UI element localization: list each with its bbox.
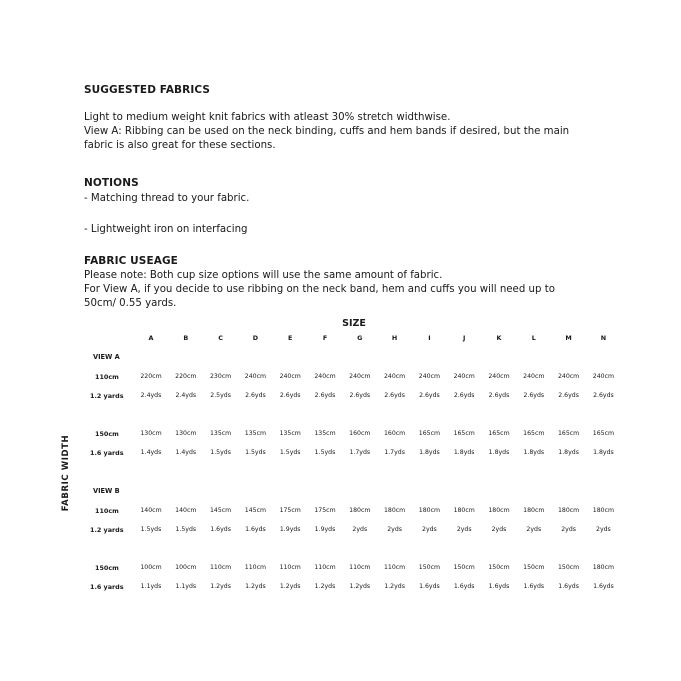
table-cell-yards: 1.1yds xyxy=(140,583,162,590)
table-cell-yards: 1.6yds xyxy=(245,526,266,533)
table-cell-yards: 2yds xyxy=(387,526,402,533)
table-cell-yards: 1.6yds xyxy=(558,583,579,590)
table-cell-yards: 2.6yds xyxy=(314,392,336,399)
fabric-usage-title: FABRIC USEAGE xyxy=(84,255,178,267)
table-cell-yards: 1.8yds xyxy=(488,449,510,456)
table-cell-cm: 175cm xyxy=(314,507,336,514)
width-label-cm: 110cm xyxy=(95,507,119,515)
table-cell-yards: 2.5yds xyxy=(210,392,231,399)
table-cell-yards: 2.6yds xyxy=(419,392,440,399)
table-cell-cm: 145cm xyxy=(244,507,267,514)
table-cell-yards: 1.7yds xyxy=(384,449,405,456)
table-cell-yards: 2.6yds xyxy=(279,392,301,399)
usage-line-1: Please note: Both cup size options will use the same amount of fabric. xyxy=(84,270,443,281)
table-cell-yards: 1.5yds xyxy=(210,449,231,456)
table-cell-yards: 1.6yds xyxy=(210,526,231,533)
table-cell-yards: 2.6yds xyxy=(523,392,545,399)
table-cell-cm: 135cm xyxy=(209,430,232,437)
table-cell-cm: 150cm xyxy=(488,564,510,571)
table-cell-yards: 1.6yds xyxy=(488,583,510,590)
table-cell-cm: 240cm xyxy=(557,373,580,380)
size-header-k: K xyxy=(496,334,502,342)
table-cell-cm: 150cm xyxy=(418,564,441,571)
table-cell-yards: 1.6yds xyxy=(453,583,475,590)
table-cell-cm: 180cm xyxy=(523,507,545,514)
suggested-fabrics-title: SUGGESTED FABRICS xyxy=(84,84,211,96)
table-cell-cm: 165cm xyxy=(592,430,615,437)
table-cell-yards: 2.6yds xyxy=(245,392,266,399)
size-header-f: F xyxy=(322,334,328,342)
table-cell-cm: 180cm xyxy=(349,507,371,514)
table-cell-cm: 100cm xyxy=(175,564,197,571)
table-cell-yards: 1.8yds xyxy=(453,449,475,456)
table-cell-cm: 160cm xyxy=(383,430,406,437)
table-cell-cm: 110cm xyxy=(383,564,406,571)
width-label-cm: 150cm xyxy=(95,430,119,438)
width-label-yards: 1.2 yards xyxy=(90,392,124,400)
size-header-h: H xyxy=(391,334,398,342)
table-cell-yards: 1.8yds xyxy=(523,449,545,456)
table-cell-yards: 1.5yds xyxy=(175,526,197,533)
table-cell-cm: 240cm xyxy=(349,373,371,380)
table-cell-yards: 2.6yds xyxy=(349,392,371,399)
table-cell-yards: 2yds xyxy=(352,526,368,533)
table-cell-yards: 1.7yds xyxy=(349,449,371,456)
table-cell-cm: 130cm xyxy=(175,430,197,437)
table-cell-cm: 220cm xyxy=(140,373,162,380)
table-cell-yards: 2yds xyxy=(561,526,576,533)
table-cell-yards: 1.2yds xyxy=(314,583,336,590)
table-cell-cm: 240cm xyxy=(523,373,545,380)
table-cell-yards: 1.1yds xyxy=(175,583,197,590)
table-cell-yards: 1.4yds xyxy=(140,449,162,456)
table-cell-yards: 2.6yds xyxy=(558,392,579,399)
table-cell-yards: 1.6yds xyxy=(593,583,614,590)
width-label-yards: 1.6 yards xyxy=(90,583,124,591)
size-header-m: M xyxy=(565,334,572,342)
table-cell-cm: 110cm xyxy=(349,564,371,571)
usage-line-3: 50cm/ 0.55 yards. xyxy=(84,298,177,309)
notions-title: NOTIONS xyxy=(84,177,139,189)
width-label-cm: 110cm xyxy=(95,373,119,381)
table-cell-yards: 2yds xyxy=(456,526,472,533)
table-cell-yards: 1.5yds xyxy=(279,449,301,456)
table-cell-cm: 130cm xyxy=(140,430,162,437)
table-cell-yards: 2yds xyxy=(422,526,437,533)
size-header-j: J xyxy=(462,334,466,342)
table-cell-cm: 110cm xyxy=(244,564,267,571)
table-cell-cm: 240cm xyxy=(418,373,441,380)
table-cell-cm: 110cm xyxy=(279,564,301,571)
table-cell-cm: 230cm xyxy=(209,373,232,380)
table-cell-cm: 165cm xyxy=(557,430,580,437)
table-cell-yards: 2.6yds xyxy=(593,392,614,399)
width-label-yards: 1.2 yards xyxy=(90,526,124,534)
table-cell-cm: 240cm xyxy=(279,373,301,380)
size-header-l: L xyxy=(531,334,536,342)
table-cell-yards: 2yds xyxy=(596,526,611,533)
fabric-width-label: FABRIC WIDTH xyxy=(61,434,71,512)
table-cell-cm: 180cm xyxy=(383,507,406,514)
table-cell-cm: 165cm xyxy=(453,430,475,437)
fabrics-line-2: View A: Ribbing can be used on the neck binding, cuffs and hem bands if desired, but the main xyxy=(84,126,570,137)
table-cell-cm: 150cm xyxy=(557,564,580,571)
size-header-b: B xyxy=(183,334,189,342)
table-cell-cm: 140cm xyxy=(175,507,197,514)
notions-item-interfacing: - Lightweight iron on interfacing xyxy=(84,224,248,235)
table-cell-cm: 165cm xyxy=(523,430,545,437)
table-cell-yards: 1.9yds xyxy=(314,526,336,533)
notions-item-thread: - Matching thread to your fabric. xyxy=(84,193,250,204)
table-cell-yards: 2.6yds xyxy=(453,392,475,399)
view-label: VIEW A xyxy=(93,353,120,361)
table-cell-yards: 1.8yds xyxy=(419,449,440,456)
table-cell-cm: 180cm xyxy=(488,507,510,514)
table-cell-cm: 165cm xyxy=(488,430,510,437)
table-cell-yards: 1.6yds xyxy=(523,583,545,590)
table-cell-cm: 140cm xyxy=(140,507,162,514)
table-cell-cm: 135cm xyxy=(279,430,301,437)
table-cell-cm: 180cm xyxy=(592,507,615,514)
table-cell-yards: 1.2yds xyxy=(349,583,371,590)
table-cell-cm: 110cm xyxy=(314,564,336,571)
table-cell-yards: 2.6yds xyxy=(384,392,405,399)
view-label: VIEW B xyxy=(93,487,120,495)
table-cell-cm: 180cm xyxy=(557,507,580,514)
table-cell-cm: 240cm xyxy=(453,373,475,380)
table-cell-cm: 160cm xyxy=(349,430,371,437)
table-cell-yards: 1.8yds xyxy=(593,449,614,456)
table-cell-yards: 1.6yds xyxy=(419,583,440,590)
table-cell-cm: 150cm xyxy=(523,564,545,571)
table-cell-yards: 2.4yds xyxy=(140,392,162,399)
table-cell-yards: 2.6yds xyxy=(488,392,510,399)
table-cell-yards: 1.2yds xyxy=(279,583,301,590)
width-label-cm: 150cm xyxy=(95,564,119,572)
size-header-n: N xyxy=(600,334,607,342)
table-cell-yards: 1.5yds xyxy=(245,449,266,456)
table-cell-cm: 180cm xyxy=(453,507,475,514)
table-cell-cm: 180cm xyxy=(592,564,615,571)
usage-line-2: For View A, if you decide to use ribbing on the neck band, hem and cuffs you will need up to xyxy=(84,284,555,295)
table-cell-yards: 1.9yds xyxy=(279,526,301,533)
table-cell-yards: 2.4yds xyxy=(175,392,197,399)
table-cell-cm: 180cm xyxy=(418,507,441,514)
table-cell-yards: 1.5yds xyxy=(314,449,336,456)
table-cell-yards: 1.2yds xyxy=(245,583,266,590)
table-cell-yards: 1.5yds xyxy=(140,526,162,533)
table-cell-cm: 240cm xyxy=(383,373,406,380)
table-cell-cm: 145cm xyxy=(209,507,232,514)
table-cell-cm: 240cm xyxy=(314,373,336,380)
table-cell-cm: 240cm xyxy=(488,373,510,380)
table-cell-yards: 1.8yds xyxy=(558,449,579,456)
table-cell-yards: 1.2yds xyxy=(210,583,231,590)
table-cell-cm: 165cm xyxy=(418,430,441,437)
width-label-yards: 1.6 yards xyxy=(90,449,124,457)
table-cell-yards: 2yds xyxy=(491,526,507,533)
size-header-d: D xyxy=(252,334,259,342)
table-cell-yards: 1.4yds xyxy=(175,449,197,456)
size-heading: SIZE xyxy=(342,318,366,329)
table-cell-cm: 150cm xyxy=(453,564,475,571)
table-cell-yards: 2yds xyxy=(526,526,542,533)
fabrics-line-3: fabric is also great for these sections. xyxy=(84,140,276,151)
size-header-c: C xyxy=(218,334,223,342)
size-header-e: E xyxy=(288,334,293,342)
table-cell-cm: 100cm xyxy=(140,564,162,571)
size-header-i: I xyxy=(428,334,431,342)
size-header-g: G xyxy=(357,334,363,342)
table-cell-yards: 1.2yds xyxy=(384,583,405,590)
fabrics-line-1: Light to medium weight knit fabrics with atleast 30% stretch widthwise. xyxy=(84,112,451,123)
table-cell-cm: 135cm xyxy=(314,430,336,437)
table-cell-cm: 175cm xyxy=(279,507,301,514)
table-cell-cm: 220cm xyxy=(175,373,197,380)
table-cell-cm: 240cm xyxy=(592,373,615,380)
size-header-a: A xyxy=(148,334,154,342)
table-cell-cm: 135cm xyxy=(244,430,267,437)
table-cell-cm: 240cm xyxy=(244,373,267,380)
table-cell-cm: 110cm xyxy=(209,564,232,571)
